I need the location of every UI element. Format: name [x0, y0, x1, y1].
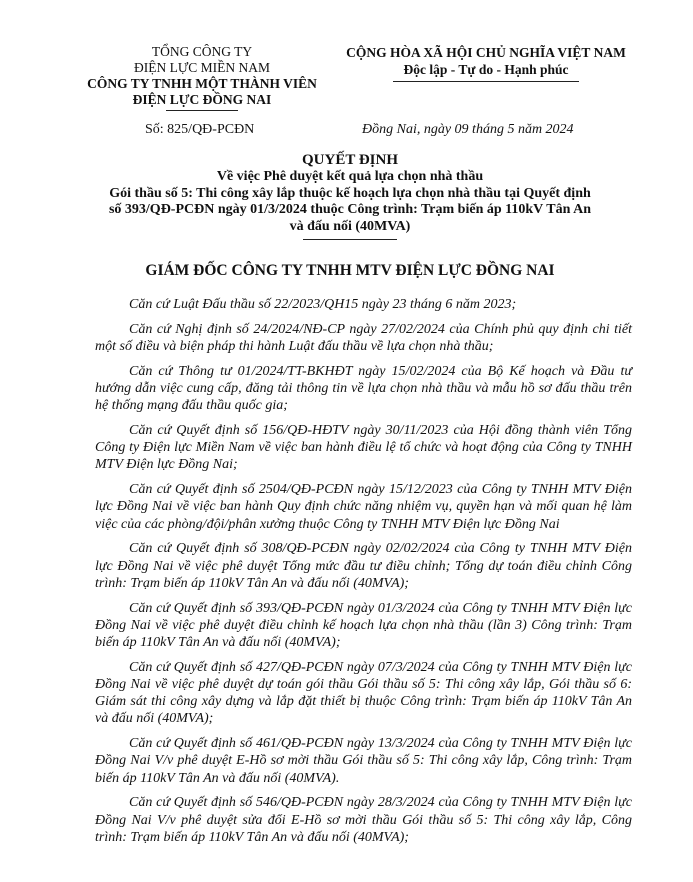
decision-subject-line-4: và đấu nối (40MVA) [289, 218, 411, 234]
national-motto: Độc lập - Tự do - Hạnh phúc [403, 62, 569, 77]
national-title: CỘNG HÒA XÃ HỘI CHỦ NGHĨA VIỆT NAM [346, 45, 626, 60]
legal-basis-paragraph: Căn cứ Quyết định số 393/QĐ-PCĐN ngày 01/3/2024 của Công ty TNHH MTV Điện lực Đồng Nai về việc phê duyệt điều chỉnh kế hoạch lựa chọn nhà thầu (lần 3) Công trình: Trạm biến áp 110kV Tân An và đấu nối (40MVA); [95, 600, 632, 651]
legal-bases [95, 296, 632, 854]
document-number: Số: 825/QĐ-PCĐN [145, 122, 255, 137]
legal-basis-paragraph: Căn cứ Quyết định số 308/QĐ-PCĐN ngày 02/02/2024 của Công ty TNHH MTV Điện lực Đồng Nai về việc phê duyệt Tổng mức đầu tư điều chỉnh; Tổng dự toán điều chỉnh Công trình: Trạm biến áp 110kV Tân An và đấu nối (40MVA); [95, 541, 632, 591]
decision-subject-line-3: số 393/QĐ-PCĐN ngày 01/3/2024 thuộc Công trình: Trạm biến áp 110kV Tân An [108, 202, 592, 217]
legal-basis-paragraph: Căn cứ Luật Đấu thầu số 22/2023/QH15 ngày 23 tháng 6 năm 2023; [129, 297, 517, 312]
decision-subject-line-1: Về việc Phê duyệt kết quả lựa chọn nhà thầu [216, 169, 484, 184]
national-header [330, 44, 642, 82]
place-and-date: Đồng Nai, ngày 09 tháng 5 năm 2024 [362, 122, 574, 137]
legal-basis-paragraph: Căn cứ Thông tư 01/2024/TT-BKHĐT ngày 15/02/2024 của Bộ Kế hoạch và Đầu tư hướng dẫn việc cung cấp, đăng tải thông tin về lựa chọn nhà thầu và mẫu hồ sơ đấu thầu trên hệ thống mạng đấu thầu quốc gia; [95, 363, 632, 414]
legal-basis-paragraph: Căn cứ Quyết định số 2504/QĐ-PCĐN ngày 15/12/2023 của Công ty TNHH MTV Điện lực Đồng Nai về việc ban hành Quy định chức năng nhiệm vụ, quyền hạn và mối quan hệ làm việc của các phòng/đội/phân xưởng thuộc Công ty TNHH MTV Điện lực Đồng Nai [95, 482, 632, 532]
legal-basis-paragraph: Căn cứ Quyết định số 156/QĐ-HĐTV ngày 30/11/2023 của Hội đồng thành viên Tổng Công ty Điện lực Miền Nam về việc ban hành điều lệ tổ chức và hoạt động của Công ty TNHH MTV Điện lực Đồng Nai; [95, 423, 632, 473]
issuing-organization [86, 44, 318, 111]
org-line-1: TỔNG CÔNG TY [151, 44, 253, 59]
org-line-4: ĐIỆN LỰC ĐỒNG NAI [132, 92, 272, 107]
legal-basis-paragraph: Căn cứ Quyết định số 461/QĐ-PCĐN ngày 13/3/2024 của Công ty TNHH MTV Điện lực Đồng Nai V/v phê duyệt E-Hồ sơ mời thầu Gói thầu số 5: Thi công xây lắp, Công trình: Trạm biến áp 110kV Tân An và đấu nối (40MVA). [95, 736, 632, 786]
motto-underline [393, 81, 579, 82]
title-underline [303, 239, 397, 240]
org-line-2: ĐIỆN LỰC MIỀN NAM [133, 60, 271, 75]
decision-title: QUYẾT ĐỊNH [302, 152, 398, 168]
legal-basis-paragraph: Căn cứ Quyết định số 427/QĐ-PCĐN ngày 07/3/2024 của Công ty TNHH MTV Điện lực Đồng Nai về việc phê duyệt dự toán gói thầu Gói thầu số 5: Thi công xây lắp, Gói thầu số 6: Giám sát thi công xây dựng và lắp đặt thiết bị thuộc Công trình: Trạm biến áp 110kV Tân An và đấu nối (40MVA); [95, 659, 632, 727]
decision-title-block [90, 152, 610, 240]
issuing-authority: GIÁM ĐỐC CÔNG TY TNHH MTV ĐIỆN LỰC ĐỒNG NAI [145, 262, 555, 279]
legal-basis-paragraph: Căn cứ Quyết định số 546/QĐ-PCĐN ngày 28/3/2024 của Công ty TNHH MTV Điện lực Đồng Nai V/v phê duyệt sửa đổi E-Hồ sơ mời thầu Gói thầu số 5: Thi công xây lắp, Công trình: Trạm biến áp 110kV Tân An và đấu nối (40MVA); [95, 795, 632, 845]
org-line-3: CÔNG TY TNHH MỘT THÀNH VIÊN [87, 76, 317, 91]
org-underline [166, 110, 238, 111]
legal-basis-paragraph: Căn cứ Nghị định số 24/2024/NĐ-CP ngày 27/02/2024 của Chính phủ quy định chi tiết một số điều và biện pháp thi hành Luật đấu thầu về lựa chọn nhà thầu; [95, 321, 632, 354]
decision-subject-line-2: Gói thầu số 5: Thi công xây lắp thuộc kế hoạch lựa chọn nhà thầu tại Quyết định [109, 185, 591, 201]
